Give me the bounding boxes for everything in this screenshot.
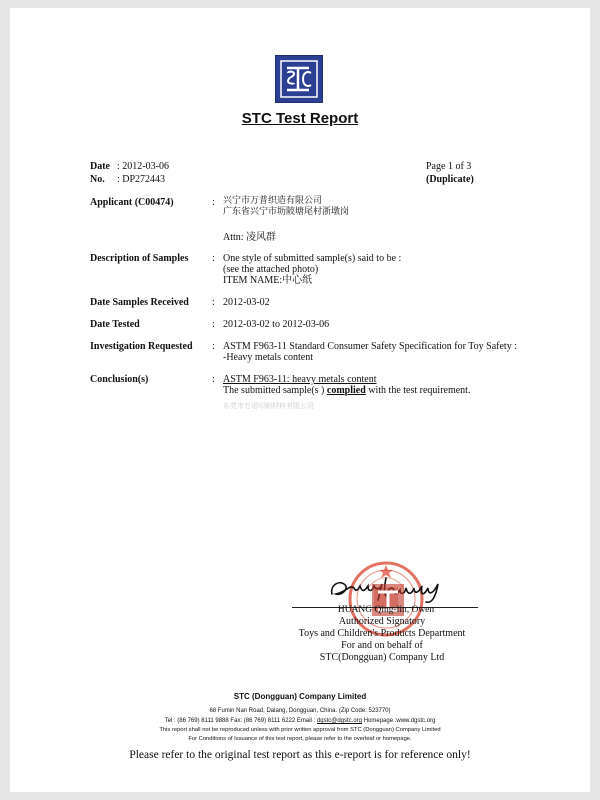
footer-notice-2: For Conditions of Issuance of this test report, please refer to the overleaf or homepage. bbox=[188, 736, 412, 742]
signatory-title: Authorized Signatory bbox=[338, 616, 426, 627]
investigation-line-1: ASTM F963-11 Standard Consumer Safety Specification for Toy Safety : bbox=[223, 341, 517, 352]
investigation-colon: : bbox=[212, 341, 215, 352]
conclusion-result-verdict: complied bbox=[326, 385, 366, 396]
stc-logo-mark bbox=[279, 59, 319, 99]
description-label: Description of Samples bbox=[90, 253, 189, 264]
tested-colon: : bbox=[212, 319, 215, 330]
page-indicator: Page 1 of 3 bbox=[426, 161, 472, 172]
footer-contact bbox=[10, 718, 590, 724]
investigation-line-2: -Heavy metals content bbox=[223, 352, 313, 363]
conclusion-standard: ASTM F963-11: heavy metals content bbox=[223, 374, 377, 385]
conclusion-result-pre: The submitted sample(s ) bbox=[223, 385, 325, 396]
applicant-address: 广东省兴宁市坜陂塘尾村浙墩岗 bbox=[223, 207, 350, 217]
item-name: ITEM NAME:中心纸 bbox=[223, 275, 313, 286]
footer-notice-1: This report shall not be reproduced unless with prior written approval from STC (Dongguan) Company Limited bbox=[159, 727, 441, 733]
applicant-colon: : bbox=[212, 197, 215, 208]
signatory-behalf: For and on behalf of bbox=[341, 640, 423, 651]
signatory-department: Toys and Children's Products Department bbox=[298, 628, 466, 639]
duplicate-marker: (Duplicate) bbox=[426, 174, 474, 185]
conclusion-result bbox=[223, 385, 470, 396]
received-label: Date Samples Received bbox=[90, 297, 189, 308]
description-line-2: (see the attached photo) bbox=[223, 264, 319, 275]
date-label: Date bbox=[90, 161, 110, 172]
date-value: : 2012-03-06 bbox=[117, 161, 169, 172]
tested-value: 2012-03-02 to 2012-03-06 bbox=[223, 319, 330, 330]
conclusion-colon: : bbox=[212, 374, 215, 385]
tested-label: Date Tested bbox=[90, 319, 140, 330]
footer-address: 68 Fumin Nan Road, Dalang, Dongguan, China. (Zip Code: 523770) bbox=[209, 708, 391, 714]
applicant-label: Applicant (C00474) bbox=[90, 197, 174, 208]
footer-company: STC (Dongguan) Company Limited bbox=[233, 692, 367, 701]
description-line-1: One style of submitted sample(s) said to be : bbox=[223, 253, 402, 264]
conclusion-result-post: with the test requirement. bbox=[368, 385, 471, 396]
footer-homepage: Homepage :www.dgstc.org bbox=[362, 718, 436, 724]
applicant-attn: Attn: 凌风群 bbox=[223, 232, 277, 243]
footer-email-link[interactable]: dgstc@dgstc.org bbox=[316, 718, 363, 724]
report-title: STC Test Report bbox=[241, 110, 359, 127]
report-number-value: : DP272443 bbox=[117, 174, 166, 185]
received-colon: : bbox=[212, 297, 215, 308]
watermark-text: 东莞市万诺印刷材料有限公司 bbox=[223, 402, 314, 410]
investigation-label: Investigation Requested bbox=[90, 341, 193, 352]
applicant-name: 兴宁市万普织造有限公司 bbox=[223, 196, 323, 206]
footer-phone-fax: Tel : (86 769) 8111 9888 Fax: (86 769) 8111 6222 Email : bbox=[164, 718, 317, 724]
description-colon: : bbox=[212, 253, 215, 264]
report-page bbox=[10, 8, 590, 792]
signatory-name: HUANG Qing-lin, Owen bbox=[337, 605, 435, 615]
report-number-label: No. bbox=[90, 174, 105, 185]
footer-reference-note: Please refer to the original test report as this e-report is for reference only! bbox=[129, 749, 471, 761]
stc-logo-icon bbox=[275, 55, 323, 103]
conclusion-label: Conclusion(s) bbox=[90, 374, 149, 385]
received-value: 2012-03-02 bbox=[223, 297, 270, 308]
signatory-company: STC(Dongguan) Company Ltd bbox=[319, 652, 445, 663]
